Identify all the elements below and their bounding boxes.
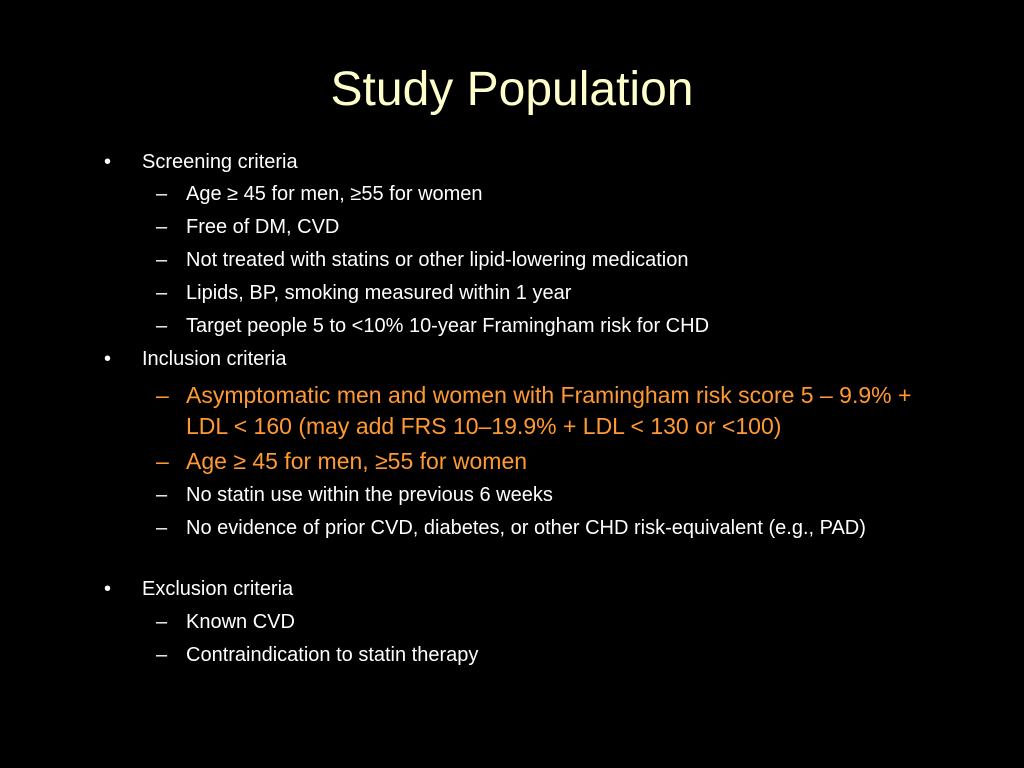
dash-glyph: – <box>156 517 168 539</box>
sub-item <box>156 610 946 635</box>
slide-title: Study Population <box>330 63 694 116</box>
sub-item <box>156 182 946 207</box>
sub-item <box>156 643 946 668</box>
sub-item-text: Target people 5 to <10% 10-year Framingham risk for CHD <box>186 315 710 337</box>
sub-item-text: No evidence of prior CVD, diabetes, or other CHD risk-equivalent (e.g., PAD) <box>186 517 866 539</box>
sub-item-text: Age ≥ 45 for men, ≥55 for women <box>186 183 483 205</box>
sub-item <box>156 248 946 273</box>
sub-item-highlighted <box>156 380 956 442</box>
sub-item-text: Contraindication to statin therapy <box>186 644 479 666</box>
dash-glyph: – <box>156 382 169 408</box>
sub-item-text: No statin use within the previous 6 weeks <box>186 484 553 506</box>
sub-item <box>156 314 946 339</box>
dash-glyph: – <box>156 315 168 337</box>
sub-item-text: Asymptomatic men and women with Framingham risk score 5 – 9.9% + LDL < 160 (may add FRS 10–19.9% + LDL < 130 or <100) <box>186 382 912 439</box>
bullet-glyph: • <box>104 151 112 173</box>
dash-glyph: – <box>156 644 168 666</box>
dash-glyph: – <box>156 183 168 205</box>
sub-item <box>156 516 916 541</box>
sub-item-highlighted <box>156 446 956 477</box>
sub-item-text: Age ≥ 45 for men, ≥55 for women <box>186 448 528 474</box>
section-heading: Exclusion criteria <box>142 578 294 600</box>
dash-glyph: – <box>156 216 168 238</box>
dash-glyph: – <box>156 448 169 474</box>
sub-item-text: Known CVD <box>186 611 295 633</box>
sub-item <box>156 483 946 508</box>
bullet-screening-criteria <box>104 150 942 175</box>
dash-glyph: – <box>156 282 168 304</box>
sub-item-text: Not treated with statins or other lipid-lowering medication <box>186 249 689 271</box>
sub-item-text: Lipids, BP, smoking measured within 1 year <box>186 282 572 304</box>
sub-item <box>156 215 946 240</box>
section-heading: Screening criteria <box>142 151 298 173</box>
section-heading: Inclusion criteria <box>142 348 287 370</box>
bullet-glyph: • <box>104 578 112 600</box>
sub-item <box>156 281 946 306</box>
bullet-inclusion-criteria <box>104 347 942 372</box>
dash-glyph: – <box>156 484 168 506</box>
dash-glyph: – <box>156 249 168 271</box>
dash-glyph: – <box>156 611 168 633</box>
bullet-glyph: • <box>104 348 112 370</box>
sub-item-text: Free of DM, CVD <box>186 216 340 238</box>
bullet-exclusion-criteria <box>104 577 942 602</box>
